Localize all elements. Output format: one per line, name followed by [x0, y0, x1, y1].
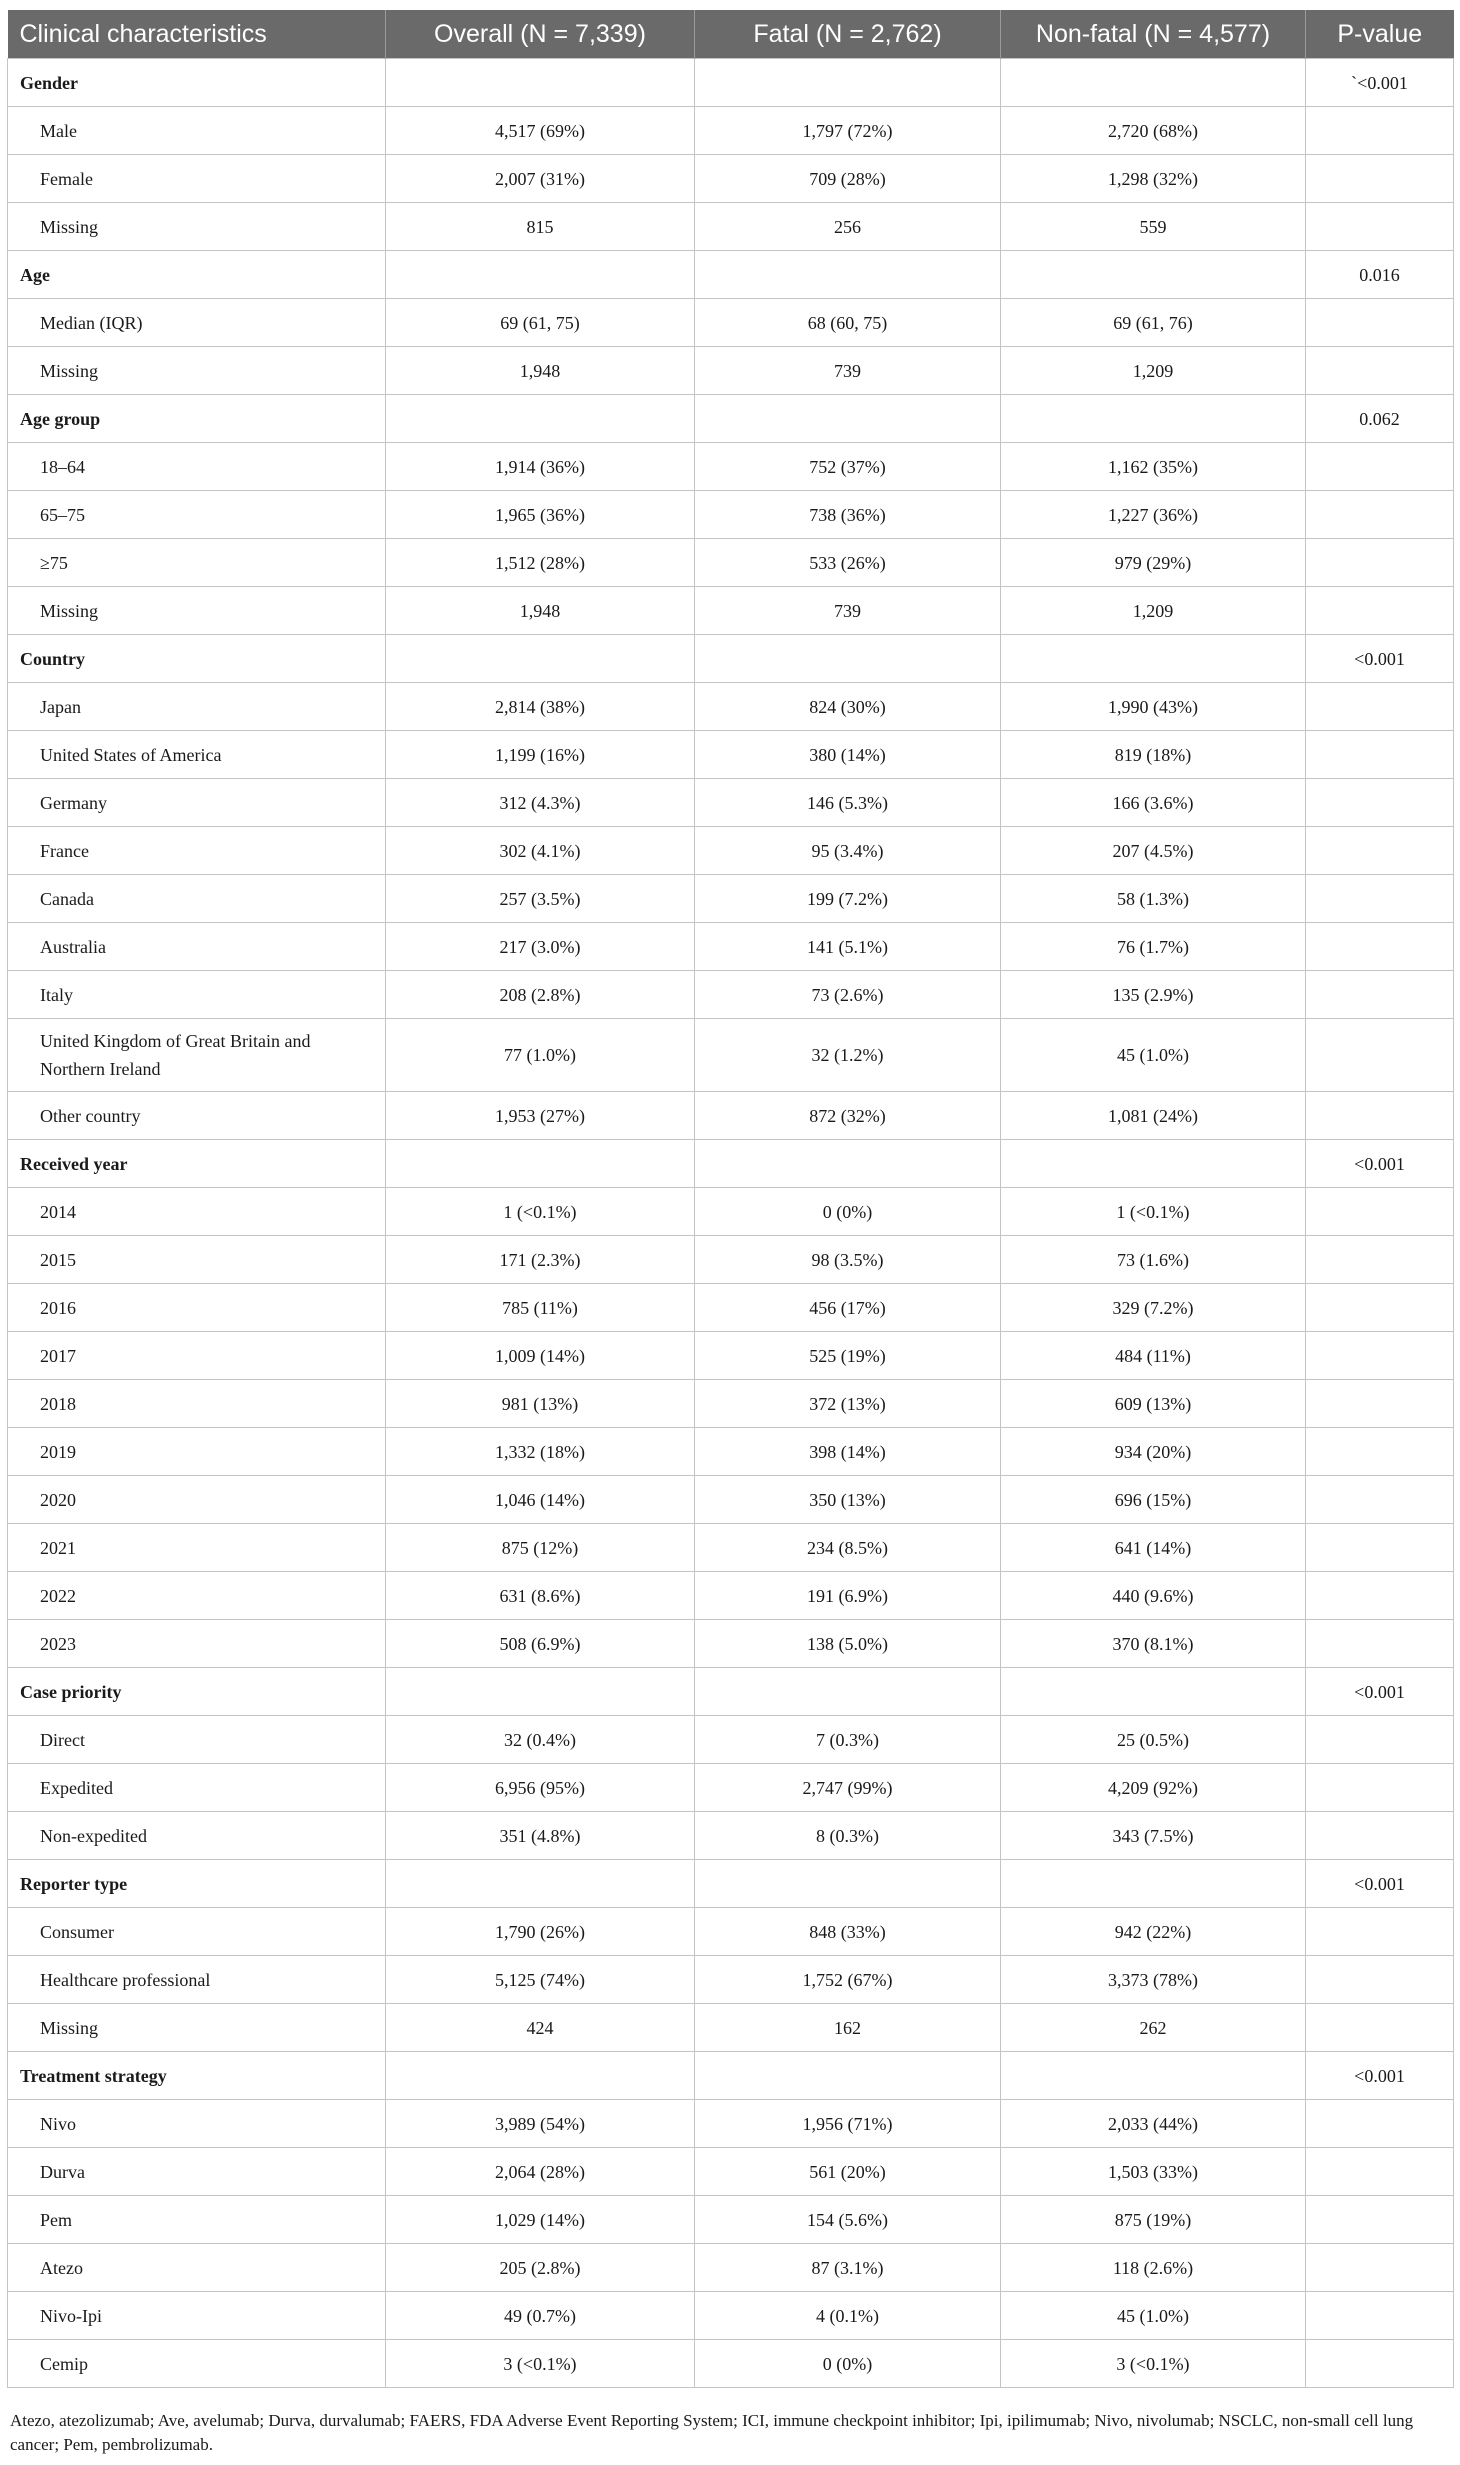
overall-cell: 508 (6.9%)	[386, 1620, 695, 1668]
row-label-cell: Expedited	[8, 1764, 386, 1812]
p-value-cell	[1306, 731, 1454, 779]
p-value-cell	[1306, 1812, 1454, 1860]
table-row	[8, 1716, 1454, 1764]
non-fatal-cell: 135 (2.9%)	[1001, 971, 1306, 1019]
row-label-cell: Durva	[8, 2148, 386, 2196]
p-value-cell	[1306, 347, 1454, 395]
non-fatal-cell: 1,990 (43%)	[1001, 683, 1306, 731]
p-value-cell	[1306, 1236, 1454, 1284]
fatal-cell	[695, 1860, 1001, 1908]
non-fatal-cell: 559	[1001, 203, 1306, 251]
non-fatal-cell: 1,227 (36%)	[1001, 491, 1306, 539]
table-row	[8, 1764, 1454, 1812]
fatal-cell: 1,956 (71%)	[695, 2100, 1001, 2148]
overall-cell: 312 (4.3%)	[386, 779, 695, 827]
fatal-cell	[695, 1140, 1001, 1188]
table-row	[8, 827, 1454, 875]
overall-cell	[386, 1860, 695, 1908]
p-value-cell	[1306, 1908, 1454, 1956]
row-label-cell: 2023	[8, 1620, 386, 1668]
non-fatal-cell	[1001, 2052, 1306, 2100]
fatal-cell: 739	[695, 347, 1001, 395]
fatal-cell: 68 (60, 75)	[695, 299, 1001, 347]
row-label-cell: Direct	[8, 1716, 386, 1764]
table-row	[8, 2340, 1454, 2388]
table-row	[8, 1620, 1454, 1668]
fatal-cell: 2,747 (99%)	[695, 1764, 1001, 1812]
table-row	[8, 1332, 1454, 1380]
non-fatal-cell: 696 (15%)	[1001, 1476, 1306, 1524]
row-label-cell: Non-expedited	[8, 1812, 386, 1860]
row-label-cell: Female	[8, 155, 386, 203]
non-fatal-cell: 4,209 (92%)	[1001, 1764, 1306, 1812]
non-fatal-cell	[1001, 635, 1306, 683]
p-value-cell	[1306, 1332, 1454, 1380]
p-value-cell: 0.062	[1306, 395, 1454, 443]
p-value-cell	[1306, 443, 1454, 491]
p-value-cell	[1306, 1524, 1454, 1572]
row-label-cell: 2019	[8, 1428, 386, 1476]
row-label-cell: Case priority	[8, 1668, 386, 1716]
table-row	[8, 1092, 1454, 1140]
table-row	[8, 1380, 1454, 1428]
overall-cell: 257 (3.5%)	[386, 875, 695, 923]
fatal-cell: 146 (5.3%)	[695, 779, 1001, 827]
non-fatal-cell: 942 (22%)	[1001, 1908, 1306, 1956]
p-value-cell	[1306, 1764, 1454, 1812]
fatal-cell: 350 (13%)	[695, 1476, 1001, 1524]
fatal-cell: 8 (0.3%)	[695, 1812, 1001, 1860]
overall-cell: 6,956 (95%)	[386, 1764, 695, 1812]
table-row	[8, 1188, 1454, 1236]
row-label-cell: Cemip	[8, 2340, 386, 2388]
overall-cell	[386, 635, 695, 683]
p-value-cell	[1306, 587, 1454, 635]
table-body	[8, 59, 1454, 2388]
non-fatal-cell: 76 (1.7%)	[1001, 923, 1306, 971]
table-row	[8, 1956, 1454, 2004]
row-label-cell: Age group	[8, 395, 386, 443]
section-row	[8, 635, 1454, 683]
non-fatal-cell: 45 (1.0%)	[1001, 1019, 1306, 1092]
non-fatal-cell: 934 (20%)	[1001, 1428, 1306, 1476]
table-row	[8, 539, 1454, 587]
table-row	[8, 1019, 1454, 1092]
row-label-cell: 2022	[8, 1572, 386, 1620]
table-row	[8, 347, 1454, 395]
p-value-cell: <0.001	[1306, 1140, 1454, 1188]
p-value-cell	[1306, 2340, 1454, 2388]
section-row	[8, 1668, 1454, 1716]
fatal-cell: 525 (19%)	[695, 1332, 1001, 1380]
row-label-cell: Treatment strategy	[8, 2052, 386, 2100]
non-fatal-cell: 2,033 (44%)	[1001, 2100, 1306, 2148]
overall-cell: 815	[386, 203, 695, 251]
non-fatal-cell: 979 (29%)	[1001, 539, 1306, 587]
p-value-cell	[1306, 539, 1454, 587]
non-fatal-cell: 343 (7.5%)	[1001, 1812, 1306, 1860]
overall-cell	[386, 251, 695, 299]
overall-cell: 424	[386, 2004, 695, 2052]
row-label-cell: Italy	[8, 971, 386, 1019]
header-clinical-characteristics: Clinical characteristics	[8, 10, 386, 59]
non-fatal-cell: 118 (2.6%)	[1001, 2244, 1306, 2292]
fatal-cell	[695, 1668, 1001, 1716]
fatal-cell: 848 (33%)	[695, 1908, 1001, 1956]
row-label-cell: Missing	[8, 2004, 386, 2052]
fatal-cell: 95 (3.4%)	[695, 827, 1001, 875]
overall-cell: 351 (4.8%)	[386, 1812, 695, 1860]
non-fatal-cell	[1001, 1140, 1306, 1188]
non-fatal-cell	[1001, 1668, 1306, 1716]
overall-cell: 3 (<0.1%)	[386, 2340, 695, 2388]
fatal-cell	[695, 395, 1001, 443]
p-value-cell: <0.001	[1306, 2052, 1454, 2100]
non-fatal-cell: 207 (4.5%)	[1001, 827, 1306, 875]
non-fatal-cell: 370 (8.1%)	[1001, 1620, 1306, 1668]
table-row	[8, 107, 1454, 155]
non-fatal-cell: 819 (18%)	[1001, 731, 1306, 779]
p-value-cell	[1306, 1188, 1454, 1236]
row-label-cell: United Kingdom of Great Britain and Northern Ireland	[8, 1019, 386, 1092]
non-fatal-cell: 45 (1.0%)	[1001, 2292, 1306, 2340]
p-value-cell	[1306, 299, 1454, 347]
non-fatal-cell: 166 (3.6%)	[1001, 779, 1306, 827]
overall-cell	[386, 2052, 695, 2100]
row-label-cell: 2015	[8, 1236, 386, 1284]
overall-cell: 49 (0.7%)	[386, 2292, 695, 2340]
section-row	[8, 59, 1454, 107]
row-label-cell: Reporter type	[8, 1860, 386, 1908]
fatal-cell: 709 (28%)	[695, 155, 1001, 203]
overall-cell: 208 (2.8%)	[386, 971, 695, 1019]
p-value-cell	[1306, 1572, 1454, 1620]
p-value-cell	[1306, 827, 1454, 875]
table-footnote: Atezo, atezolizumab; Ave, avelumab; Durva, durvalumab; FAERS, FDA Adverse Event Reporting System; ICI, immune checkpoint inhibitor; Ipi, ipilimumab; Nivo, nivolumab; NSCLC, non-small cell lung cancer; Pem, pembrolizumab.	[10, 2411, 1414, 2454]
table-row	[8, 1812, 1454, 1860]
p-value-cell	[1306, 1620, 1454, 1668]
overall-cell: 3,989 (54%)	[386, 2100, 695, 2148]
table-row	[8, 2292, 1454, 2340]
row-label-cell: Consumer	[8, 1908, 386, 1956]
fatal-cell	[695, 2052, 1001, 2100]
non-fatal-cell: 440 (9.6%)	[1001, 1572, 1306, 1620]
p-value-cell	[1306, 1428, 1454, 1476]
non-fatal-cell: 1,162 (35%)	[1001, 443, 1306, 491]
row-label-cell: Received year	[8, 1140, 386, 1188]
fatal-cell: 138 (5.0%)	[695, 1620, 1001, 1668]
fatal-cell: 1,752 (67%)	[695, 1956, 1001, 2004]
fatal-cell: 4 (0.1%)	[695, 2292, 1001, 2340]
p-value-cell: `<0.001	[1306, 59, 1454, 107]
fatal-cell: 1,797 (72%)	[695, 107, 1001, 155]
row-label-cell: 18–64	[8, 443, 386, 491]
overall-cell: 77 (1.0%)	[386, 1019, 695, 1092]
overall-cell: 875 (12%)	[386, 1524, 695, 1572]
fatal-cell: 234 (8.5%)	[695, 1524, 1001, 1572]
overall-cell: 1,009 (14%)	[386, 1332, 695, 1380]
table-row	[8, 155, 1454, 203]
row-label-cell: 2018	[8, 1380, 386, 1428]
non-fatal-cell	[1001, 59, 1306, 107]
non-fatal-cell: 875 (19%)	[1001, 2196, 1306, 2244]
table-row	[8, 1284, 1454, 1332]
fatal-cell: 199 (7.2%)	[695, 875, 1001, 923]
p-value-cell	[1306, 203, 1454, 251]
overall-cell: 205 (2.8%)	[386, 2244, 695, 2292]
table-row	[8, 875, 1454, 923]
fatal-cell: 398 (14%)	[695, 1428, 1001, 1476]
header-overall: Overall (N = 7,339)	[386, 10, 695, 59]
row-label-cell: Median (IQR)	[8, 299, 386, 347]
row-label-cell: Australia	[8, 923, 386, 971]
overall-cell: 171 (2.3%)	[386, 1236, 695, 1284]
p-value-cell	[1306, 1092, 1454, 1140]
table-row	[8, 1476, 1454, 1524]
non-fatal-cell: 609 (13%)	[1001, 1380, 1306, 1428]
p-value-cell	[1306, 155, 1454, 203]
non-fatal-cell: 641 (14%)	[1001, 1524, 1306, 1572]
fatal-cell	[695, 635, 1001, 683]
table-row	[8, 299, 1454, 347]
fatal-cell: 32 (1.2%)	[695, 1019, 1001, 1092]
fatal-cell: 98 (3.5%)	[695, 1236, 1001, 1284]
non-fatal-cell: 262	[1001, 2004, 1306, 2052]
overall-cell: 1,914 (36%)	[386, 443, 695, 491]
table-row	[8, 203, 1454, 251]
row-label-cell: 2021	[8, 1524, 386, 1572]
overall-cell: 1,948	[386, 347, 695, 395]
table-row	[8, 491, 1454, 539]
clinical-characteristics-table	[7, 10, 1454, 2388]
overall-cell: 302 (4.1%)	[386, 827, 695, 875]
row-label-cell: Healthcare professional	[8, 1956, 386, 2004]
table-row	[8, 923, 1454, 971]
overall-cell	[386, 1668, 695, 1716]
row-label-cell: Country	[8, 635, 386, 683]
row-label-cell: Missing	[8, 347, 386, 395]
overall-cell: 1,953 (27%)	[386, 1092, 695, 1140]
overall-cell	[386, 59, 695, 107]
fatal-cell: 739	[695, 587, 1001, 635]
fatal-cell: 0 (0%)	[695, 1188, 1001, 1236]
overall-cell: 631 (8.6%)	[386, 1572, 695, 1620]
row-label-cell: 65–75	[8, 491, 386, 539]
row-label-cell: 2017	[8, 1332, 386, 1380]
overall-cell: 4,517 (69%)	[386, 107, 695, 155]
non-fatal-cell: 3 (<0.1%)	[1001, 2340, 1306, 2388]
row-label-cell: 2014	[8, 1188, 386, 1236]
fatal-cell: 372 (13%)	[695, 1380, 1001, 1428]
non-fatal-cell: 58 (1.3%)	[1001, 875, 1306, 923]
p-value-cell	[1306, 971, 1454, 1019]
non-fatal-cell	[1001, 395, 1306, 443]
row-label-cell: Male	[8, 107, 386, 155]
fatal-cell: 191 (6.9%)	[695, 1572, 1001, 1620]
row-label-cell: Pem	[8, 2196, 386, 2244]
table-row	[8, 683, 1454, 731]
table-row	[8, 1908, 1454, 1956]
row-label-cell: Gender	[8, 59, 386, 107]
table-row	[8, 1236, 1454, 1284]
fatal-cell: 141 (5.1%)	[695, 923, 1001, 971]
p-value-cell	[1306, 2292, 1454, 2340]
fatal-cell: 561 (20%)	[695, 2148, 1001, 2196]
section-row	[8, 2052, 1454, 2100]
non-fatal-cell: 3,373 (78%)	[1001, 1956, 1306, 2004]
fatal-cell: 162	[695, 2004, 1001, 2052]
header-fatal: Fatal (N = 2,762)	[695, 10, 1001, 59]
p-value-cell	[1306, 1019, 1454, 1092]
row-label-cell: Nivo	[8, 2100, 386, 2148]
overall-cell: 5,125 (74%)	[386, 1956, 695, 2004]
overall-cell: 1,512 (28%)	[386, 539, 695, 587]
table-row	[8, 443, 1454, 491]
overall-cell: 1,948	[386, 587, 695, 635]
table-row	[8, 2148, 1454, 2196]
non-fatal-cell: 484 (11%)	[1001, 1332, 1306, 1380]
p-value-cell	[1306, 923, 1454, 971]
overall-cell: 1,790 (26%)	[386, 1908, 695, 1956]
row-label-cell: Canada	[8, 875, 386, 923]
non-fatal-cell: 1,503 (33%)	[1001, 2148, 1306, 2196]
table-row	[8, 2100, 1454, 2148]
fatal-cell: 87 (3.1%)	[695, 2244, 1001, 2292]
p-value-cell	[1306, 1380, 1454, 1428]
row-label-cell: 2020	[8, 1476, 386, 1524]
fatal-cell: 256	[695, 203, 1001, 251]
overall-cell: 1,029 (14%)	[386, 2196, 695, 2244]
p-value-cell: 0.016	[1306, 251, 1454, 299]
non-fatal-cell: 1 (<0.1%)	[1001, 1188, 1306, 1236]
fatal-cell: 0 (0%)	[695, 2340, 1001, 2388]
non-fatal-cell: 69 (61, 76)	[1001, 299, 1306, 347]
row-label-cell: Germany	[8, 779, 386, 827]
p-value-cell	[1306, 1284, 1454, 1332]
p-value-cell: <0.001	[1306, 1668, 1454, 1716]
table-row	[8, 587, 1454, 635]
overall-cell: 1,965 (36%)	[386, 491, 695, 539]
non-fatal-cell: 1,298 (32%)	[1001, 155, 1306, 203]
overall-cell: 32 (0.4%)	[386, 1716, 695, 1764]
overall-cell: 981 (13%)	[386, 1380, 695, 1428]
row-label-cell: France	[8, 827, 386, 875]
overall-cell: 1,046 (14%)	[386, 1476, 695, 1524]
fatal-cell: 738 (36%)	[695, 491, 1001, 539]
table-row	[8, 779, 1454, 827]
header-non-fatal: Non-fatal (N = 4,577)	[1001, 10, 1306, 59]
p-value-cell: <0.001	[1306, 1860, 1454, 1908]
overall-cell: 2,814 (38%)	[386, 683, 695, 731]
section-row	[8, 395, 1454, 443]
p-value-cell	[1306, 875, 1454, 923]
overall-cell: 1,199 (16%)	[386, 731, 695, 779]
row-label-cell: Other country	[8, 1092, 386, 1140]
table-row	[8, 731, 1454, 779]
fatal-cell: 154 (5.6%)	[695, 2196, 1001, 2244]
fatal-cell: 380 (14%)	[695, 731, 1001, 779]
non-fatal-cell: 73 (1.6%)	[1001, 1236, 1306, 1284]
p-value-cell	[1306, 683, 1454, 731]
p-value-cell: <0.001	[1306, 635, 1454, 683]
row-label-cell: Japan	[8, 683, 386, 731]
p-value-cell	[1306, 107, 1454, 155]
table-row	[8, 2004, 1454, 2052]
overall-cell	[386, 1140, 695, 1188]
fatal-cell: 533 (26%)	[695, 539, 1001, 587]
non-fatal-cell: 1,209	[1001, 587, 1306, 635]
non-fatal-cell: 1,081 (24%)	[1001, 1092, 1306, 1140]
row-label-cell: Nivo-Ipi	[8, 2292, 386, 2340]
p-value-cell	[1306, 2148, 1454, 2196]
fatal-cell: 7 (0.3%)	[695, 1716, 1001, 1764]
non-fatal-cell: 329 (7.2%)	[1001, 1284, 1306, 1332]
row-label-cell: Age	[8, 251, 386, 299]
section-row	[8, 251, 1454, 299]
fatal-cell	[695, 59, 1001, 107]
fatal-cell: 73 (2.6%)	[695, 971, 1001, 1019]
p-value-cell	[1306, 1716, 1454, 1764]
row-label-cell: ≥75	[8, 539, 386, 587]
row-label-cell: United States of America	[8, 731, 386, 779]
overall-cell: 1 (<0.1%)	[386, 1188, 695, 1236]
table-row	[8, 1572, 1454, 1620]
table-row	[8, 2244, 1454, 2292]
overall-cell: 69 (61, 75)	[386, 299, 695, 347]
p-value-cell	[1306, 1476, 1454, 1524]
section-row	[8, 1140, 1454, 1188]
fatal-cell	[695, 251, 1001, 299]
non-fatal-cell: 25 (0.5%)	[1001, 1716, 1306, 1764]
overall-cell: 2,064 (28%)	[386, 2148, 695, 2196]
p-value-cell	[1306, 2004, 1454, 2052]
section-row	[8, 1860, 1454, 1908]
table-row	[8, 971, 1454, 1019]
fatal-cell: 456 (17%)	[695, 1284, 1001, 1332]
overall-cell: 2,007 (31%)	[386, 155, 695, 203]
table-header-row	[8, 10, 1454, 59]
table-row	[8, 1524, 1454, 1572]
row-label-cell: Missing	[8, 203, 386, 251]
non-fatal-cell	[1001, 251, 1306, 299]
overall-cell: 217 (3.0%)	[386, 923, 695, 971]
p-value-cell	[1306, 2100, 1454, 2148]
non-fatal-cell: 1,209	[1001, 347, 1306, 395]
non-fatal-cell	[1001, 1860, 1306, 1908]
table-row	[8, 1428, 1454, 1476]
fatal-cell: 752 (37%)	[695, 443, 1001, 491]
p-value-cell	[1306, 2244, 1454, 2292]
p-value-cell	[1306, 2196, 1454, 2244]
overall-cell	[386, 395, 695, 443]
fatal-cell: 872 (32%)	[695, 1092, 1001, 1140]
fatal-cell: 824 (30%)	[695, 683, 1001, 731]
p-value-cell	[1306, 1956, 1454, 2004]
p-value-cell	[1306, 779, 1454, 827]
non-fatal-cell: 2,720 (68%)	[1001, 107, 1306, 155]
table-row	[8, 2196, 1454, 2244]
overall-cell: 785 (11%)	[386, 1284, 695, 1332]
row-label-cell: 2016	[8, 1284, 386, 1332]
row-label-cell: Missing	[8, 587, 386, 635]
overall-cell: 1,332 (18%)	[386, 1428, 695, 1476]
p-value-cell	[1306, 491, 1454, 539]
row-label-cell: Atezo	[8, 2244, 386, 2292]
header-p-value: P-value	[1306, 10, 1454, 59]
